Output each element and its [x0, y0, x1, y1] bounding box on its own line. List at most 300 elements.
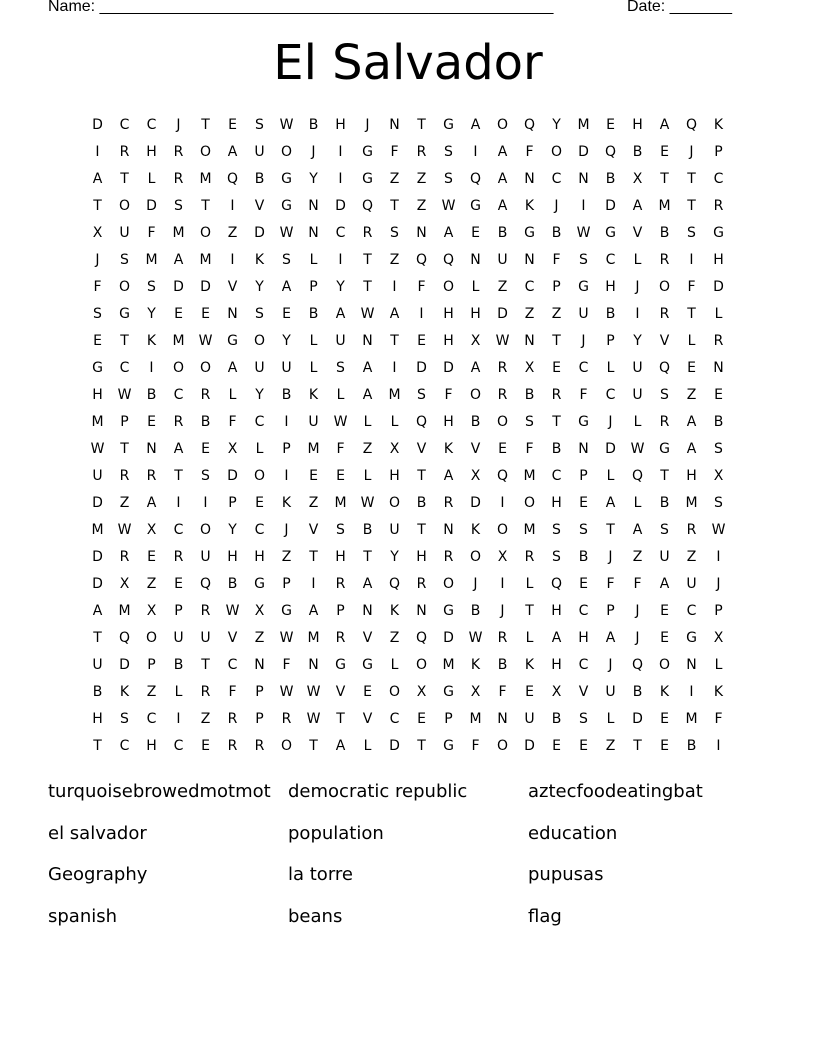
- grid-letter[interactable]: F: [93, 278, 102, 295]
- grid-letter[interactable]: J: [635, 602, 640, 619]
- grid-letter[interactable]: L: [309, 251, 318, 268]
- grid-letter[interactable]: O: [523, 494, 536, 511]
- grid-letter[interactable]: R: [119, 143, 130, 160]
- grid-letter[interactable]: Q: [496, 467, 509, 484]
- grid-letter[interactable]: I: [338, 170, 343, 187]
- grid-letter[interactable]: T: [93, 629, 102, 646]
- grid-letter[interactable]: U: [389, 521, 400, 538]
- grid-letter[interactable]: K: [524, 197, 535, 214]
- grid-letter[interactable]: B: [227, 575, 238, 592]
- grid-letter[interactable]: L: [471, 278, 480, 295]
- grid-letter[interactable]: E: [579, 575, 588, 592]
- grid-letter[interactable]: M: [577, 116, 590, 133]
- grid-letter[interactable]: T: [417, 467, 426, 484]
- grid-letter[interactable]: V: [362, 629, 373, 646]
- grid-letter[interactable]: A: [362, 359, 373, 376]
- grid-letter[interactable]: W: [360, 305, 375, 322]
- grid-letter[interactable]: X: [551, 683, 562, 700]
- grid-letter[interactable]: A: [659, 575, 670, 592]
- grid-letter[interactable]: C: [173, 521, 184, 538]
- grid-letter[interactable]: N: [254, 656, 265, 673]
- grid-letter[interactable]: O: [469, 386, 482, 403]
- grid-letter[interactable]: D: [173, 278, 184, 295]
- grid-letter[interactable]: K: [470, 521, 481, 538]
- grid-letter[interactable]: L: [147, 170, 156, 187]
- grid-letter[interactable]: H: [92, 710, 103, 727]
- grid-letter[interactable]: H: [686, 467, 697, 484]
- grid-letter[interactable]: R: [524, 548, 535, 565]
- grid-letter[interactable]: H: [470, 305, 481, 322]
- grid-letter[interactable]: T: [552, 413, 561, 430]
- grid-letter[interactable]: S: [255, 305, 264, 322]
- grid-letter[interactable]: R: [497, 629, 508, 646]
- grid-letter[interactable]: F: [579, 386, 588, 403]
- grid-letter[interactable]: W: [306, 683, 321, 700]
- grid-letter[interactable]: I: [419, 305, 424, 322]
- grid-letter[interactable]: A: [443, 467, 454, 484]
- grid-letter[interactable]: S: [525, 413, 534, 430]
- grid-letter[interactable]: R: [443, 494, 454, 511]
- grid-letter[interactable]: U: [632, 386, 643, 403]
- grid-letter[interactable]: Z: [200, 710, 211, 727]
- grid-letter[interactable]: K: [254, 251, 265, 268]
- grid-letter[interactable]: E: [552, 737, 561, 754]
- grid-letter[interactable]: R: [443, 548, 454, 565]
- grid-letter[interactable]: K: [470, 656, 481, 673]
- grid-letter[interactable]: O: [469, 548, 482, 565]
- grid-letter[interactable]: C: [227, 656, 238, 673]
- grid-letter[interactable]: I: [284, 467, 289, 484]
- grid-letter[interactable]: F: [525, 143, 534, 160]
- grid-letter[interactable]: A: [146, 494, 157, 511]
- grid-letter[interactable]: N: [713, 359, 724, 376]
- grid-letter[interactable]: G: [362, 143, 373, 160]
- grid-letter[interactable]: E: [579, 494, 588, 511]
- grid-letter[interactable]: X: [146, 521, 157, 538]
- grid-letter[interactable]: N: [524, 332, 535, 349]
- grid-letter[interactable]: M: [91, 413, 104, 430]
- grid-letter[interactable]: B: [497, 656, 508, 673]
- name-field[interactable]: Name: ___________________________________________________: [48, 0, 554, 15]
- grid-letter[interactable]: E: [660, 737, 669, 754]
- grid-letter[interactable]: R: [686, 521, 697, 538]
- grid-letter[interactable]: F: [633, 575, 642, 592]
- grid-letter[interactable]: Q: [631, 656, 644, 673]
- grid-letter[interactable]: H: [254, 548, 265, 565]
- grid-letter[interactable]: L: [174, 683, 183, 700]
- grid-letter[interactable]: T: [201, 116, 210, 133]
- grid-letter[interactable]: M: [523, 467, 536, 484]
- grid-letter[interactable]: T: [660, 170, 669, 187]
- grid-letter[interactable]: I: [392, 359, 397, 376]
- grid-letter[interactable]: X: [389, 440, 400, 457]
- grid-letter[interactable]: B: [281, 386, 292, 403]
- grid-letter[interactable]: B: [686, 737, 697, 754]
- grid-letter[interactable]: W: [495, 332, 510, 349]
- grid-letter[interactable]: J: [473, 575, 478, 592]
- grid-letter[interactable]: N: [578, 440, 589, 457]
- grid-letter[interactable]: N: [146, 440, 157, 457]
- grid-letter[interactable]: B: [308, 305, 319, 322]
- grid-letter[interactable]: D: [470, 494, 481, 511]
- grid-letter[interactable]: H: [632, 116, 643, 133]
- grid-letter[interactable]: Q: [226, 170, 239, 187]
- grid-letter[interactable]: T: [687, 170, 696, 187]
- grid-letter[interactable]: M: [442, 656, 455, 673]
- grid-letter[interactable]: F: [147, 224, 156, 241]
- grid-letter[interactable]: M: [307, 440, 320, 457]
- grid-letter[interactable]: J: [635, 278, 640, 295]
- grid-letter[interactable]: J: [635, 629, 640, 646]
- grid-letter[interactable]: O: [280, 737, 293, 754]
- grid-letter[interactable]: S: [147, 278, 156, 295]
- grid-letter[interactable]: D: [146, 197, 157, 214]
- grid-letter[interactable]: T: [552, 332, 561, 349]
- grid-letter[interactable]: Y: [633, 332, 642, 349]
- grid-letter[interactable]: W: [576, 224, 591, 241]
- grid-letter[interactable]: A: [632, 197, 643, 214]
- grid-letter[interactable]: A: [281, 278, 292, 295]
- grid-letter[interactable]: T: [174, 467, 183, 484]
- grid-letter[interactable]: H: [389, 467, 400, 484]
- grid-letter[interactable]: N: [416, 224, 427, 241]
- grid-letter[interactable]: Z: [416, 197, 427, 214]
- grid-letter[interactable]: L: [228, 386, 237, 403]
- grid-letter[interactable]: R: [659, 305, 670, 322]
- grid-letter[interactable]: H: [146, 737, 157, 754]
- grid-letter[interactable]: M: [334, 494, 347, 511]
- grid-letter[interactable]: H: [443, 332, 454, 349]
- grid-letter[interactable]: G: [335, 656, 346, 673]
- grid-letter[interactable]: B: [146, 386, 157, 403]
- grid-letter[interactable]: O: [415, 656, 428, 673]
- grid-letter[interactable]: J: [608, 548, 613, 565]
- grid-letter[interactable]: T: [363, 278, 372, 295]
- grid-letter[interactable]: D: [524, 737, 535, 754]
- grid-letter[interactable]: D: [254, 224, 265, 241]
- grid-letter[interactable]: T: [363, 548, 372, 565]
- grid-letter[interactable]: E: [417, 332, 426, 349]
- grid-letter[interactable]: H: [551, 656, 562, 673]
- grid-letter[interactable]: P: [174, 602, 183, 619]
- grid-letter[interactable]: L: [633, 494, 642, 511]
- grid-letter[interactable]: Z: [605, 737, 616, 754]
- grid-letter[interactable]: X: [119, 575, 130, 592]
- grid-letter[interactable]: S: [282, 251, 291, 268]
- grid-letter[interactable]: E: [201, 737, 210, 754]
- grid-letter[interactable]: S: [714, 440, 723, 457]
- grid-letter[interactable]: W: [117, 521, 132, 538]
- grid-letter[interactable]: S: [552, 548, 561, 565]
- grid-letter[interactable]: Z: [686, 548, 697, 565]
- grid-letter[interactable]: V: [470, 440, 481, 457]
- grid-letter[interactable]: B: [254, 170, 265, 187]
- grid-letter[interactable]: D: [632, 710, 643, 727]
- grid-letter[interactable]: S: [444, 143, 453, 160]
- grid-letter[interactable]: A: [470, 359, 481, 376]
- grid-letter[interactable]: I: [149, 359, 154, 376]
- grid-letter[interactable]: J: [608, 413, 613, 430]
- grid-letter[interactable]: O: [388, 683, 401, 700]
- grid-letter[interactable]: T: [309, 548, 318, 565]
- grid-letter[interactable]: P: [282, 575, 291, 592]
- grid-letter[interactable]: Y: [309, 170, 318, 187]
- grid-letter[interactable]: C: [389, 710, 400, 727]
- grid-letter[interactable]: Q: [658, 359, 671, 376]
- grid-letter[interactable]: Y: [390, 548, 399, 565]
- grid-letter[interactable]: U: [254, 143, 265, 160]
- grid-letter[interactable]: G: [605, 224, 616, 241]
- grid-letter[interactable]: B: [416, 494, 427, 511]
- grid-letter[interactable]: C: [578, 602, 589, 619]
- grid-letter[interactable]: T: [687, 197, 696, 214]
- grid-letter[interactable]: E: [660, 143, 669, 160]
- grid-letter[interactable]: G: [227, 332, 238, 349]
- grid-letter[interactable]: D: [92, 494, 103, 511]
- grid-letter[interactable]: P: [255, 710, 264, 727]
- grid-letter[interactable]: B: [605, 170, 616, 187]
- grid-letter[interactable]: H: [92, 386, 103, 403]
- grid-letter[interactable]: A: [173, 440, 184, 457]
- grid-letter[interactable]: C: [335, 224, 346, 241]
- grid-letter[interactable]: E: [687, 359, 696, 376]
- grid-letter[interactable]: N: [524, 170, 535, 187]
- grid-letter[interactable]: Q: [415, 629, 428, 646]
- grid-letter[interactable]: E: [498, 440, 507, 457]
- grid-letter[interactable]: X: [497, 548, 508, 565]
- grid-letter[interactable]: A: [605, 494, 616, 511]
- grid-letter[interactable]: B: [362, 521, 373, 538]
- grid-letter[interactable]: A: [551, 629, 562, 646]
- grid-letter[interactable]: U: [335, 332, 346, 349]
- grid-letter[interactable]: W: [90, 440, 105, 457]
- grid-letter[interactable]: R: [335, 629, 346, 646]
- grid-letter[interactable]: O: [550, 143, 563, 160]
- grid-letter[interactable]: F: [552, 251, 561, 268]
- grid-letter[interactable]: L: [363, 737, 372, 754]
- grid-letter[interactable]: V: [362, 710, 373, 727]
- grid-letter[interactable]: C: [578, 359, 589, 376]
- grid-letter[interactable]: D: [416, 359, 427, 376]
- grid-letter[interactable]: K: [146, 332, 157, 349]
- grid-letter[interactable]: A: [335, 737, 346, 754]
- grid-letter[interactable]: E: [471, 224, 480, 241]
- grid-letter[interactable]: I: [203, 494, 208, 511]
- grid-letter[interactable]: O: [496, 116, 509, 133]
- grid-letter[interactable]: O: [388, 494, 401, 511]
- grid-letter[interactable]: D: [443, 359, 454, 376]
- grid-letter[interactable]: W: [117, 386, 132, 403]
- grid-letter[interactable]: B: [632, 683, 643, 700]
- grid-letter[interactable]: D: [443, 629, 454, 646]
- grid-letter[interactable]: R: [497, 386, 508, 403]
- grid-letter[interactable]: H: [551, 602, 562, 619]
- grid-letter[interactable]: Y: [228, 521, 237, 538]
- grid-letter[interactable]: L: [390, 413, 399, 430]
- grid-letter[interactable]: A: [443, 224, 454, 241]
- grid-letter[interactable]: M: [199, 170, 212, 187]
- grid-letter[interactable]: G: [254, 575, 265, 592]
- grid-letter[interactable]: G: [470, 197, 481, 214]
- grid-letter[interactable]: D: [713, 278, 724, 295]
- grid-letter[interactable]: F: [282, 656, 291, 673]
- grid-letter[interactable]: P: [282, 440, 291, 457]
- grid-letter[interactable]: B: [659, 224, 670, 241]
- grid-letter[interactable]: E: [255, 494, 264, 511]
- grid-letter[interactable]: R: [173, 143, 184, 160]
- grid-letter[interactable]: O: [496, 413, 509, 430]
- grid-letter[interactable]: S: [444, 170, 453, 187]
- grid-letter[interactable]: N: [362, 602, 373, 619]
- grid-letter[interactable]: N: [470, 251, 481, 268]
- grid-letter[interactable]: I: [689, 251, 694, 268]
- grid-letter[interactable]: X: [524, 359, 535, 376]
- grid-letter[interactable]: A: [308, 602, 319, 619]
- grid-letter[interactable]: R: [119, 548, 130, 565]
- grid-letter[interactable]: V: [416, 440, 427, 457]
- grid-letter[interactable]: T: [417, 737, 426, 754]
- grid-letter[interactable]: L: [606, 359, 615, 376]
- grid-letter[interactable]: V: [254, 197, 265, 214]
- grid-letter[interactable]: O: [145, 629, 158, 646]
- grid-letter[interactable]: B: [551, 710, 562, 727]
- grid-letter[interactable]: E: [417, 710, 426, 727]
- grid-letter[interactable]: A: [92, 170, 103, 187]
- grid-letter[interactable]: Z: [308, 494, 319, 511]
- grid-letter[interactable]: S: [660, 521, 669, 538]
- grid-letter[interactable]: O: [118, 278, 131, 295]
- grid-letter[interactable]: Z: [146, 575, 157, 592]
- grid-letter[interactable]: B: [632, 143, 643, 160]
- grid-letter[interactable]: R: [146, 467, 157, 484]
- grid-letter[interactable]: Q: [604, 143, 617, 160]
- grid-letter[interactable]: X: [713, 629, 724, 646]
- grid-letter[interactable]: I: [311, 575, 316, 592]
- grid-letter[interactable]: N: [578, 170, 589, 187]
- grid-letter[interactable]: T: [120, 170, 129, 187]
- grid-letter[interactable]: P: [255, 683, 264, 700]
- grid-letter[interactable]: D: [497, 305, 508, 322]
- grid-letter[interactable]: E: [174, 305, 183, 322]
- grid-letter[interactable]: U: [632, 359, 643, 376]
- grid-letter[interactable]: O: [442, 278, 455, 295]
- grid-letter[interactable]: L: [390, 656, 399, 673]
- grid-letter[interactable]: A: [686, 440, 697, 457]
- grid-letter[interactable]: F: [390, 143, 399, 160]
- grid-letter[interactable]: P: [444, 710, 453, 727]
- grid-letter[interactable]: Z: [254, 629, 265, 646]
- grid-letter[interactable]: T: [417, 521, 426, 538]
- grid-letter[interactable]: B: [551, 440, 562, 457]
- grid-letter[interactable]: K: [308, 386, 319, 403]
- grid-letter[interactable]: L: [363, 467, 372, 484]
- grid-letter[interactable]: P: [606, 602, 615, 619]
- grid-letter[interactable]: S: [579, 251, 588, 268]
- grid-letter[interactable]: I: [95, 143, 100, 160]
- grid-letter[interactable]: P: [714, 602, 723, 619]
- grid-letter[interactable]: M: [172, 224, 185, 241]
- grid-letter[interactable]: R: [335, 575, 346, 592]
- grid-letter[interactable]: X: [470, 683, 481, 700]
- grid-letter[interactable]: W: [306, 710, 321, 727]
- grid-letter[interactable]: L: [336, 386, 345, 403]
- grid-letter[interactable]: O: [172, 359, 185, 376]
- grid-letter[interactable]: P: [120, 413, 129, 430]
- grid-letter[interactable]: R: [173, 413, 184, 430]
- grid-letter[interactable]: I: [635, 305, 640, 322]
- grid-letter[interactable]: V: [632, 224, 643, 241]
- grid-letter[interactable]: K: [524, 656, 535, 673]
- grid-letter[interactable]: N: [443, 521, 454, 538]
- grid-letter[interactable]: U: [605, 683, 616, 700]
- grid-letter[interactable]: Z: [389, 251, 400, 268]
- grid-letter[interactable]: U: [524, 710, 535, 727]
- grid-letter[interactable]: R: [173, 548, 184, 565]
- grid-letter[interactable]: E: [147, 548, 156, 565]
- grid-letter[interactable]: C: [254, 521, 265, 538]
- grid-letter[interactable]: Z: [146, 683, 157, 700]
- grid-letter[interactable]: T: [417, 116, 426, 133]
- grid-letter[interactable]: Q: [118, 629, 131, 646]
- grid-letter[interactable]: E: [201, 440, 210, 457]
- grid-letter[interactable]: B: [713, 413, 724, 430]
- grid-letter[interactable]: U: [659, 548, 670, 565]
- grid-letter[interactable]: R: [200, 683, 211, 700]
- grid-letter[interactable]: R: [200, 386, 211, 403]
- grid-letter[interactable]: W: [441, 197, 456, 214]
- grid-letter[interactable]: O: [658, 656, 671, 673]
- grid-letter[interactable]: J: [284, 521, 289, 538]
- grid-letter[interactable]: A: [92, 602, 103, 619]
- grid-letter[interactable]: D: [605, 197, 616, 214]
- grid-letter[interactable]: Z: [227, 224, 238, 241]
- grid-letter[interactable]: G: [524, 224, 535, 241]
- grid-letter[interactable]: M: [388, 386, 401, 403]
- grid-letter[interactable]: E: [228, 116, 237, 133]
- grid-letter[interactable]: D: [335, 197, 346, 214]
- grid-letter[interactable]: U: [578, 305, 589, 322]
- grid-letter[interactable]: J: [500, 602, 505, 619]
- grid-letter[interactable]: B: [578, 548, 589, 565]
- grid-letter[interactable]: F: [525, 440, 534, 457]
- grid-letter[interactable]: R: [416, 143, 427, 160]
- grid-letter[interactable]: Q: [685, 116, 698, 133]
- grid-letter[interactable]: Q: [199, 575, 212, 592]
- grid-letter[interactable]: E: [660, 629, 669, 646]
- grid-letter[interactable]: H: [227, 548, 238, 565]
- grid-letter[interactable]: A: [362, 386, 373, 403]
- grid-letter[interactable]: E: [93, 332, 102, 349]
- grid-letter[interactable]: Q: [415, 251, 428, 268]
- grid-letter[interactable]: P: [228, 494, 237, 511]
- grid-letter[interactable]: L: [255, 440, 264, 457]
- grid-letter[interactable]: R: [416, 575, 427, 592]
- grid-letter[interactable]: I: [500, 575, 505, 592]
- grid-letter[interactable]: G: [443, 116, 454, 133]
- grid-letter[interactable]: P: [552, 278, 561, 295]
- grid-letter[interactable]: S: [336, 359, 345, 376]
- grid-letter[interactable]: V: [227, 629, 238, 646]
- grid-letter[interactable]: Q: [361, 197, 374, 214]
- grid-letter[interactable]: R: [200, 602, 211, 619]
- grid-letter[interactable]: A: [497, 197, 508, 214]
- grid-letter[interactable]: E: [309, 467, 318, 484]
- grid-letter[interactable]: L: [363, 413, 372, 430]
- grid-letter[interactable]: N: [308, 656, 319, 673]
- grid-letter[interactable]: V: [659, 332, 670, 349]
- grid-letter[interactable]: H: [605, 278, 616, 295]
- grid-letter[interactable]: B: [470, 413, 481, 430]
